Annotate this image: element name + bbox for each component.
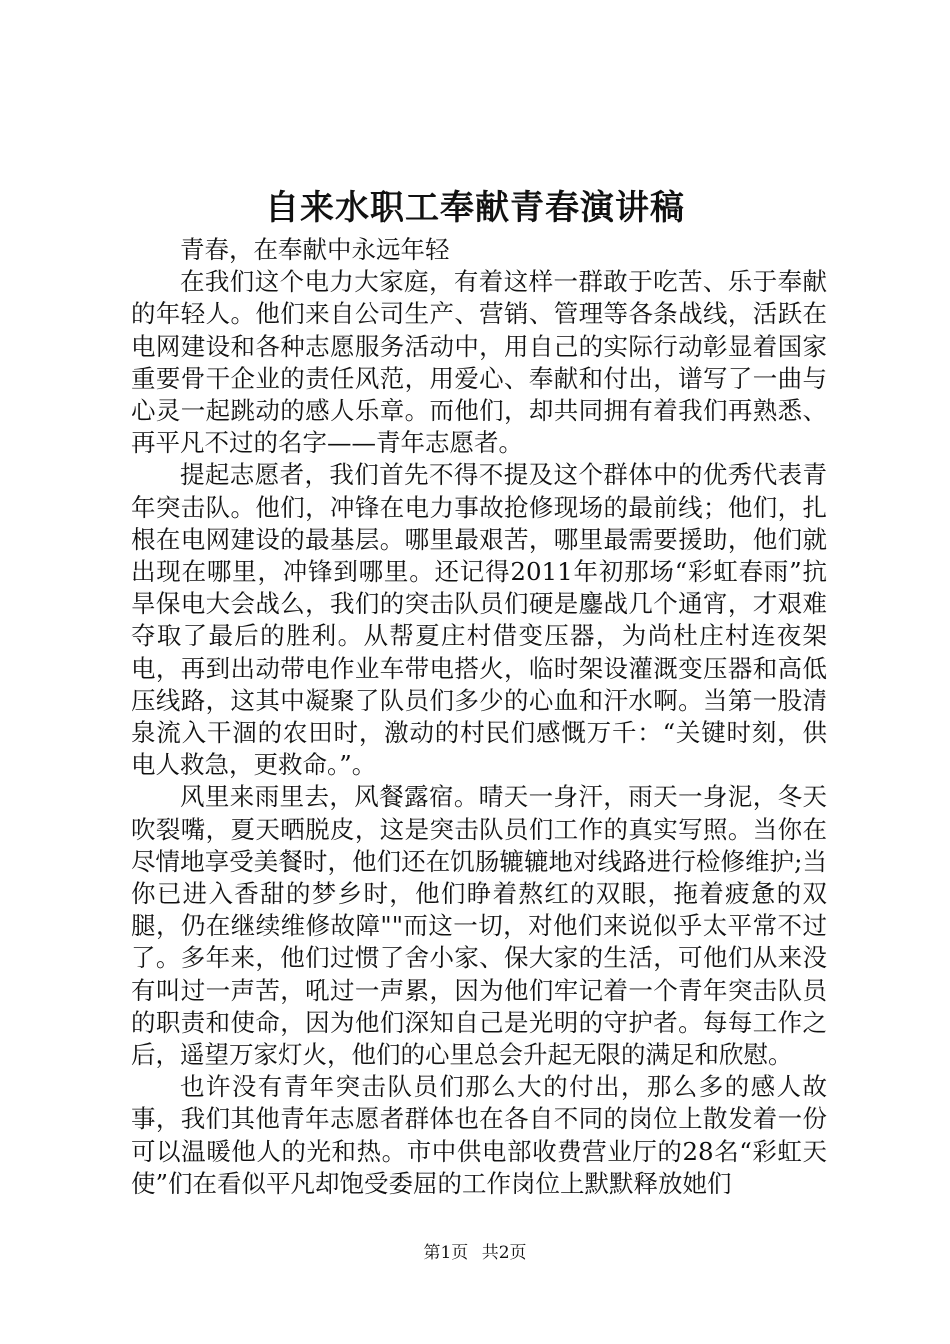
paragraph-subtitle: 青春，在奉献中永远年轻 — [180, 235, 450, 264]
page-number-current: 第1页 — [423, 1243, 469, 1263]
paragraph: 在我们这个电力大家庭，有着这样一群敢于吃苦、乐于奉献的年轻人。他们来自公司生产、营销、管理等各条战线，活跃在电网建设和各种志愿服务活动中，用自己的实际行动彰显着国家重要骨干企业的责任风范，用爱心、奉献和付出，谱写了一曲与心灵一起跳动的感人乐章。而他们，却共同拥有着我们再熟悉、再平凡不过的名字——青年志愿者。 — [131, 267, 827, 458]
paragraph: 风里来雨里去，风餐露宿。晴天一身汗，雨天一身泥，冬天吹裂嘴，夏天晒脱皮，这是突击队员们工作的真实写照。当你在尽情地享受美餐时，他们还在饥肠辘辘地对线路进行检修维护;当你已进入香甜的梦乡时，他们睁着熬红的双眼，拖着疲惫的双腿，仍在继续维修故障""而这一切，对他们来说似乎太平常不过了。多年来，他们过惯了舍小家、保大家的生活，可他们从来没有叫过一声苦，吼过一声累，因为他们牢记着一个青年突击队员的职责和使命，因为他们深知自己是光明的守护者。每每工作之后，遥望万家灯火，他们的心里总会升起无限的满足和欣慰。 — [131, 782, 827, 1070]
page-number-total: 共2页 — [481, 1243, 527, 1263]
page-footer — [0, 1242, 950, 1264]
document-title: 自来水职工奉献青春演讲稿 — [265, 188, 685, 228]
paragraph: 也许没有青年突击队员们那么大的付出，那么多的感人故事，我们其他青年志愿者群体也在各自不同的岗位上散发着一份可以温暖他人的光和热。市中供电部收费营业厅的28名“彩虹天使”们在看似平凡却饱受委屈的工作岗位上默默释放她们 — [131, 1072, 827, 1198]
paragraph: 提起志愿者，我们首先不得不提及这个群体中的优秀代表青年突击队。他们，冲锋在电力事故抢修现场的最前线；他们，扎根在电网建设的最基层。哪里最艰苦，哪里最需要援助，他们就出现在哪里，冲锋到哪里。还记得2011年初那场“彩虹春雨”抗旱保电大会战么，我们的突击队员们硬是鏖战几个通宵，才艰难夺取了最后的胜利。从帮夏庄村借变压器，为尚杜庄村连夜架电，再到出动带电作业车带电搭火，临时架设灌溉变压器和高低压线路，这其中凝聚了队员们多少的心血和汗水啊。当第一股清泉流入干涸的农田时，激动的村民们感慨万千：“关键时刻，供电人救急，更救命。”。 — [131, 460, 827, 780]
document-body — [131, 234, 827, 1200]
